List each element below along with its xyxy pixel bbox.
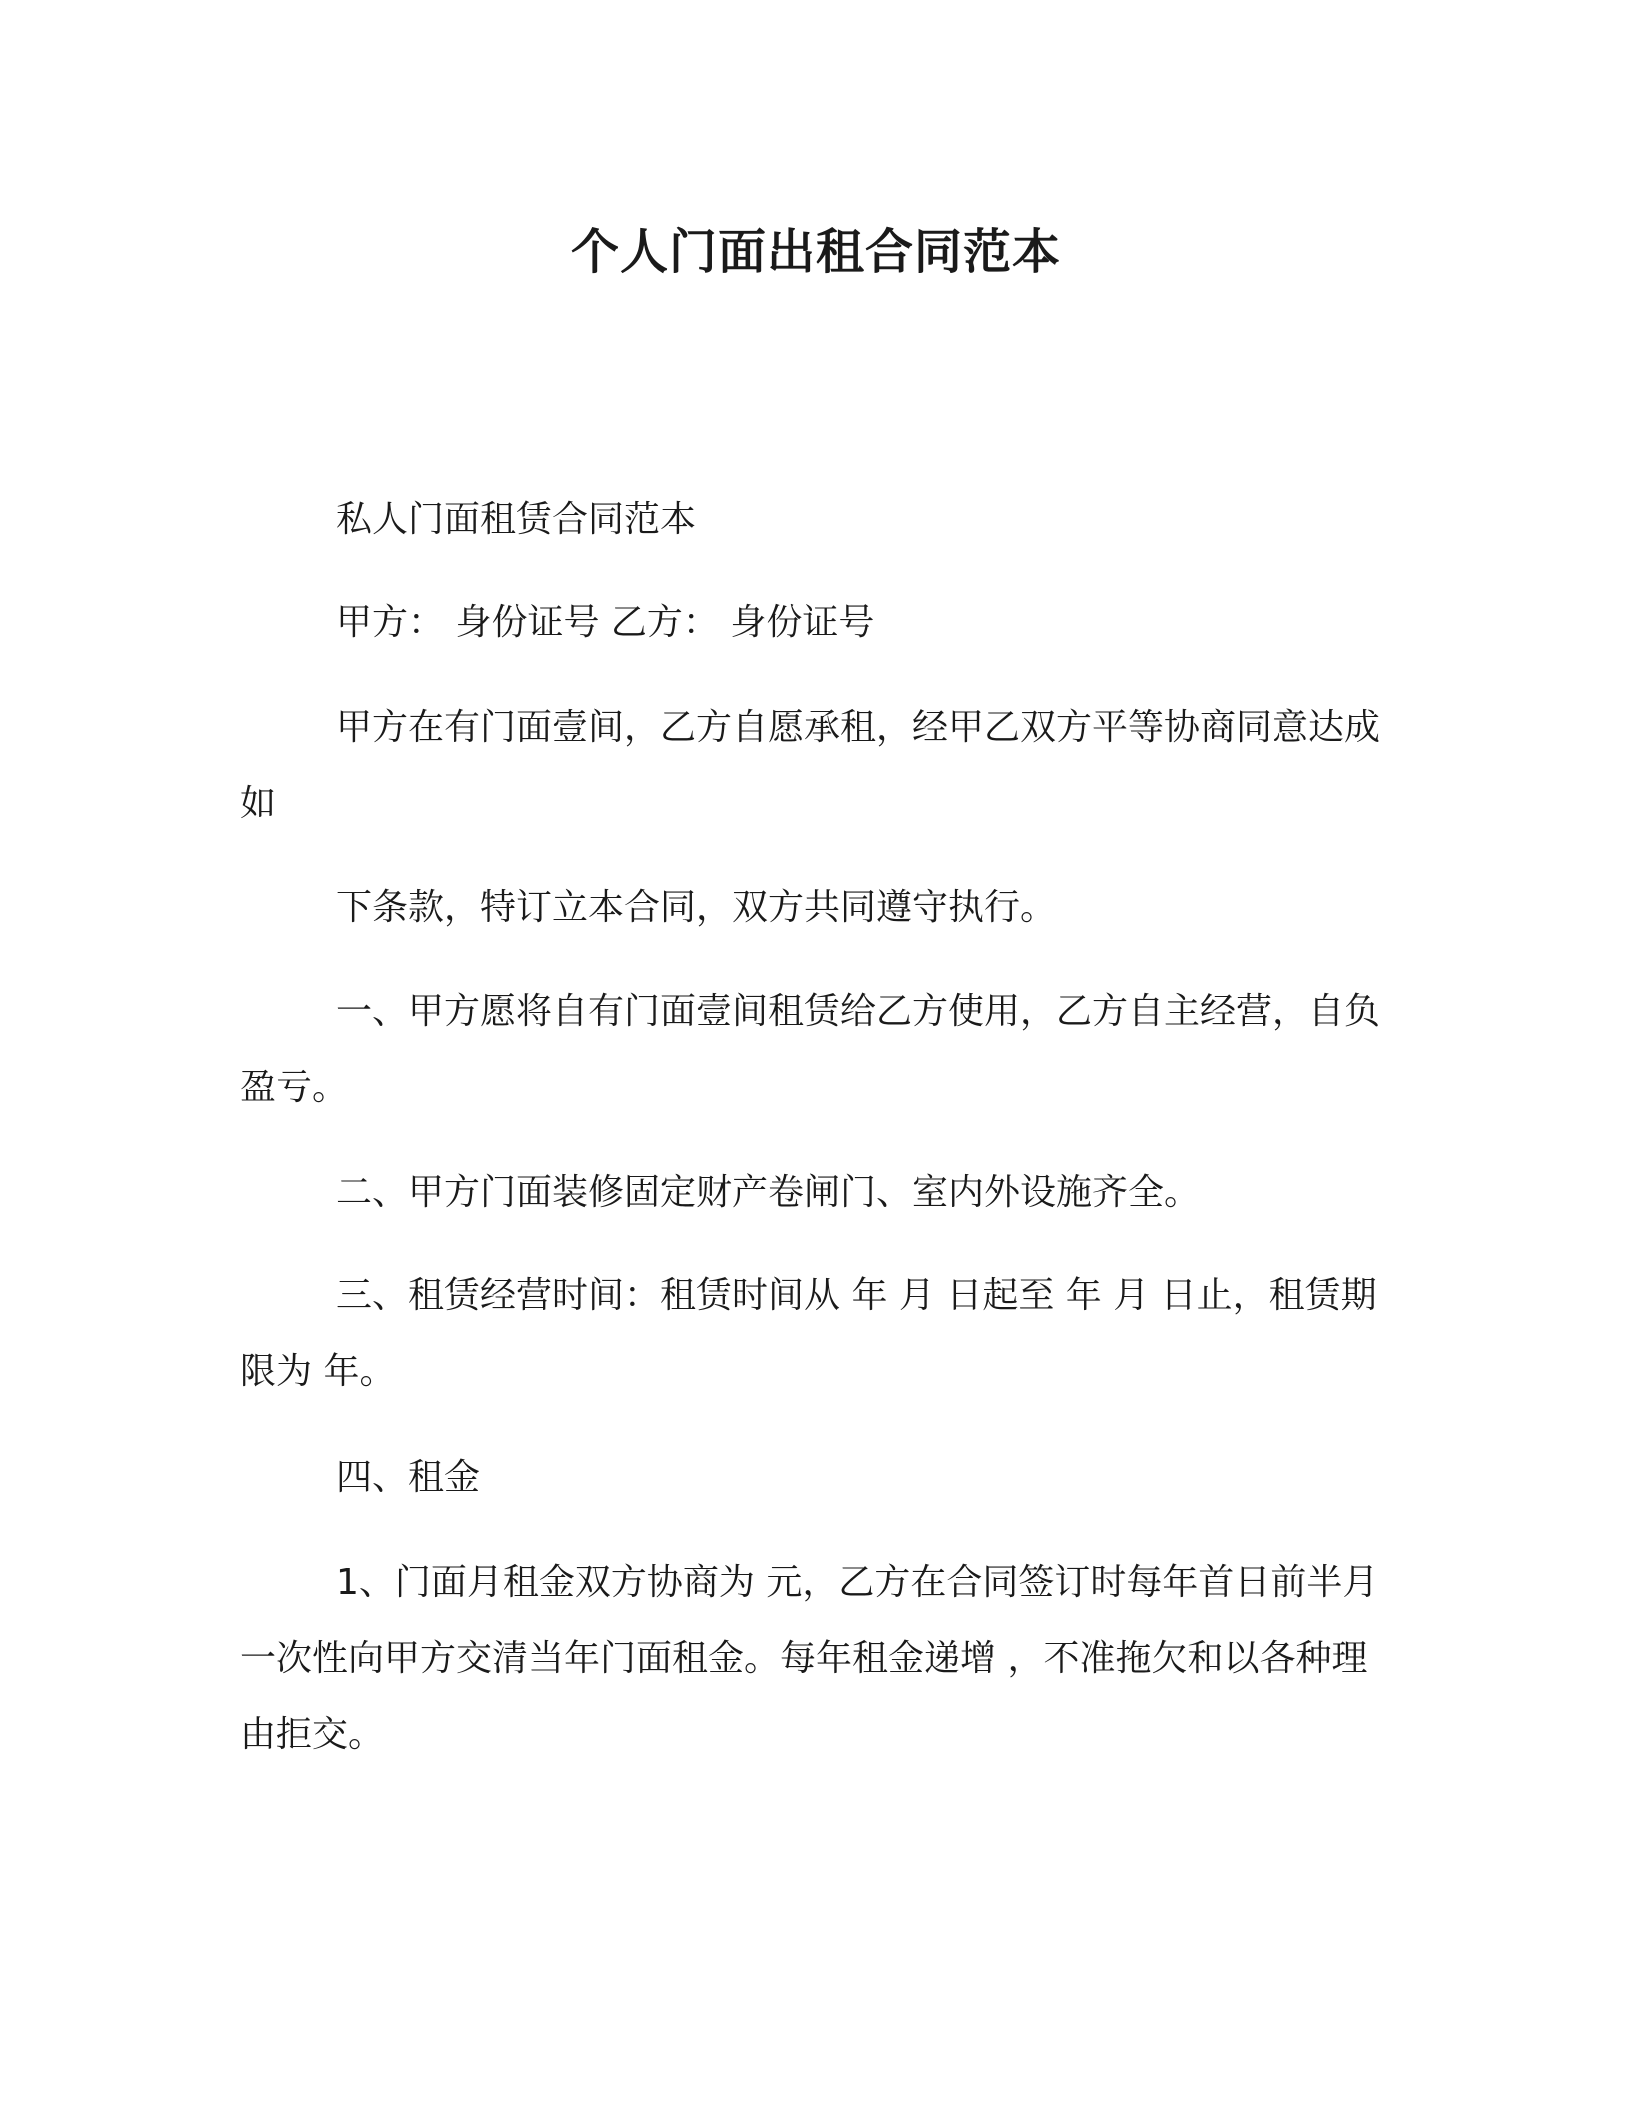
paragraph-subtitle: 私人门面租赁合同范本 [336,499,697,540]
paragraph-intro: 甲方在有门面壹间，乙方自愿承租，经甲乙双方平等协商同意达成如 [240,707,1381,824]
document-title: 个人门面出租合同范本 [570,224,1061,280]
paragraph-clause-4-1: 1、门面月租金双方协商为 元，乙方在合同签订时每年首日前半月一次性向甲方交清当年门面租金。每年租金递增 ，不准拖欠和以各种理由拒交。 [240,1562,1379,1755]
paragraph-clause-1: 一、甲方愿将自有门面壹间租赁给乙方使用，乙方自主经营，自负盈亏。 [240,991,1381,1108]
paragraph-intro-continued: 下条款，特订立本合同，双方共同遵守执行。 [336,887,1057,928]
paragraph-parties: 甲方： 身份证号 乙方： 身份证号 [336,602,875,643]
paragraph-clause-4-heading: 四、租金 [336,1457,481,1498]
paragraph-clause-3: 三、租赁经营时间：租赁时间从 年 月 日起至 年 月 日止，租赁期限为 年。 [240,1275,1377,1392]
paragraph-clause-2: 二、甲方门面装修固定财产卷闸门、室内外设施齐全。 [336,1172,1201,1213]
